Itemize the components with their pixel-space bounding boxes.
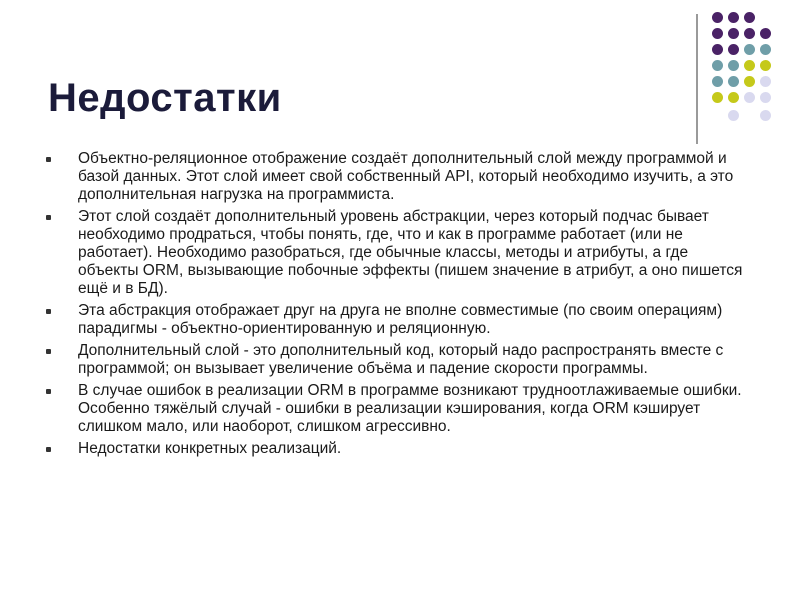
bullet-marker — [46, 157, 51, 162]
bullet-item — [46, 302, 746, 338]
bullet-marker — [46, 447, 51, 452]
decor-dot — [760, 76, 771, 87]
bullet-text: Этот слой создаёт дополнительный уровень абстракции, через который подчас бывает необходимо продраться, чтобы понять, где, что и как в программе работает (или не работает). Необходимо разобраться, где обычные классы, методы и атрибуты, а где объекты ORM, вызывающие побочные эффекты (пишем значение в атрибут, а оно пишется ещё и в БД). — [78, 208, 743, 297]
decor-dot — [728, 60, 739, 71]
decor-dot — [744, 92, 755, 103]
bullet-item — [46, 342, 746, 378]
decor-dot — [760, 44, 771, 55]
bullet-text: В случае ошибок в реализации ORM в программе возникают трудноотлаживаемые ошибки. Особенно тяжёлый случай - ошибки в реализации кэширования, когда ORM кэширует слишком мало, или наоборот, слишком агрессивно. — [78, 382, 742, 435]
decor-dot — [728, 28, 739, 39]
decorative-dot-grid — [708, 12, 788, 132]
decor-dot — [744, 76, 755, 87]
decor-dot — [728, 44, 739, 55]
bullet-item — [46, 382, 746, 436]
bullet-marker — [46, 389, 51, 394]
slide-title: Недостатки — [48, 76, 282, 120]
decor-dot — [744, 44, 755, 55]
decor-dot — [712, 28, 723, 39]
bullet-text: Эта абстракция отображает друг на друга не вполне совместимые (по своим операциям) парадигмы - объектно-ориентированную и реляционную. — [78, 302, 723, 337]
bullet-marker — [46, 349, 51, 354]
decor-dot — [744, 28, 755, 39]
bullet-marker — [46, 215, 51, 220]
decor-dot — [744, 60, 755, 71]
decor-dot — [728, 12, 739, 23]
decor-dot — [728, 110, 739, 121]
decor-dot — [712, 76, 723, 87]
decor-dot — [712, 60, 723, 71]
decor-dot — [728, 76, 739, 87]
bullet-item — [46, 208, 746, 298]
decor-dot — [760, 60, 771, 71]
decor-dot — [760, 28, 771, 39]
decor-dot — [712, 12, 723, 23]
bullet-item — [46, 150, 746, 204]
bullet-item — [46, 440, 746, 458]
decor-dot — [760, 92, 771, 103]
bullet-marker — [46, 309, 51, 314]
bullet-list — [46, 150, 746, 462]
bullet-text: Недостатки конкретных реализаций. — [78, 440, 342, 457]
bullet-text: Дополнительный слой - это дополнительный код, который надо распространять вместе с программой; он вызывает увеличение объёма и падение скорости программы. — [78, 342, 724, 377]
decorative-vertical-line — [696, 14, 698, 144]
decor-dot — [744, 12, 755, 23]
decor-dot — [760, 110, 771, 121]
decor-dot — [728, 92, 739, 103]
decor-dot — [712, 92, 723, 103]
bullet-text: Объектно-реляционное отображение создаёт дополнительный слой между программой и базой данных. Этот слой имеет свой собственный API, который необходимо изучить, а это дополнительная нагрузка на программиста. — [78, 150, 734, 203]
decor-dot — [712, 44, 723, 55]
